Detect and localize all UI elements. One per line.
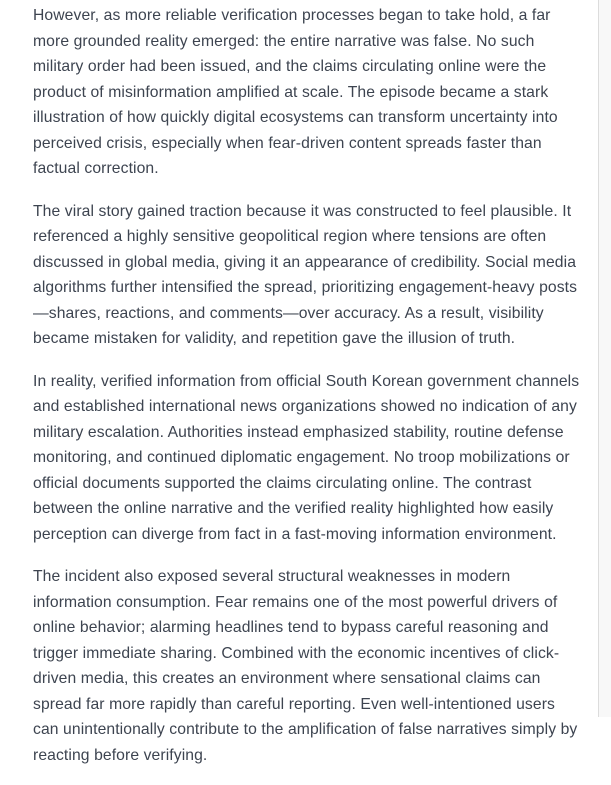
- paragraph: The incident also exposed several structural weaknesses in modern information consumption. Fear remains one of the most powerful drivers of online behavior; alarming headlines tend to bypass careful reasoning and trigger immediate sharing. Combined with the economic incentives of click-driven media, this creates an environment where sensational claims can spread far more rapidly than careful reporting. Even well-intentioned users can unintentionally contribute to the amplification of false narratives simply by reacting before verifying.: [33, 568, 578, 764]
- article-body: [33, 3, 581, 785]
- scrollbar-track[interactable]: [598, 0, 611, 717]
- paragraph: In reality, verified information from official South Korean government channels and established international news organizations showed no indication of any military escalation. Authorities instead emphasized stability, routine defense monitoring, and continued diplomatic engagement. No troop mobilizations or official documents supported the claims circulating online. The contrast between the online narrative and the verified reality highlighted how easily perception can diverge from fact in a fast-moving information environment.: [33, 372, 580, 543]
- paragraph: The viral story gained traction because it was constructed to feel plausible. It referenced a highly sensitive geopolitical region where tensions are often discussed in global media, giving it an appearance of credibility. Social media algorithms further intensified the spread, prioritizing engagement-heavy posts—shares, reactions, and comments—over accuracy. As a result, visibility became mistaken for validity, and repetition gave the illusion of truth.: [33, 202, 578, 347]
- paragraph: However, as more reliable verification processes began to take hold, a far more grounded reality emerged: the entire narrative was false. No such military order had been issued, and the claims circulating online were the product of misinformation amplified at scale. The episode became a stark illustration of how quickly digital ecosystems can transform uncertainty into perceived crisis, especially when fear-driven content spreads faster than factual correction.: [33, 7, 558, 177]
